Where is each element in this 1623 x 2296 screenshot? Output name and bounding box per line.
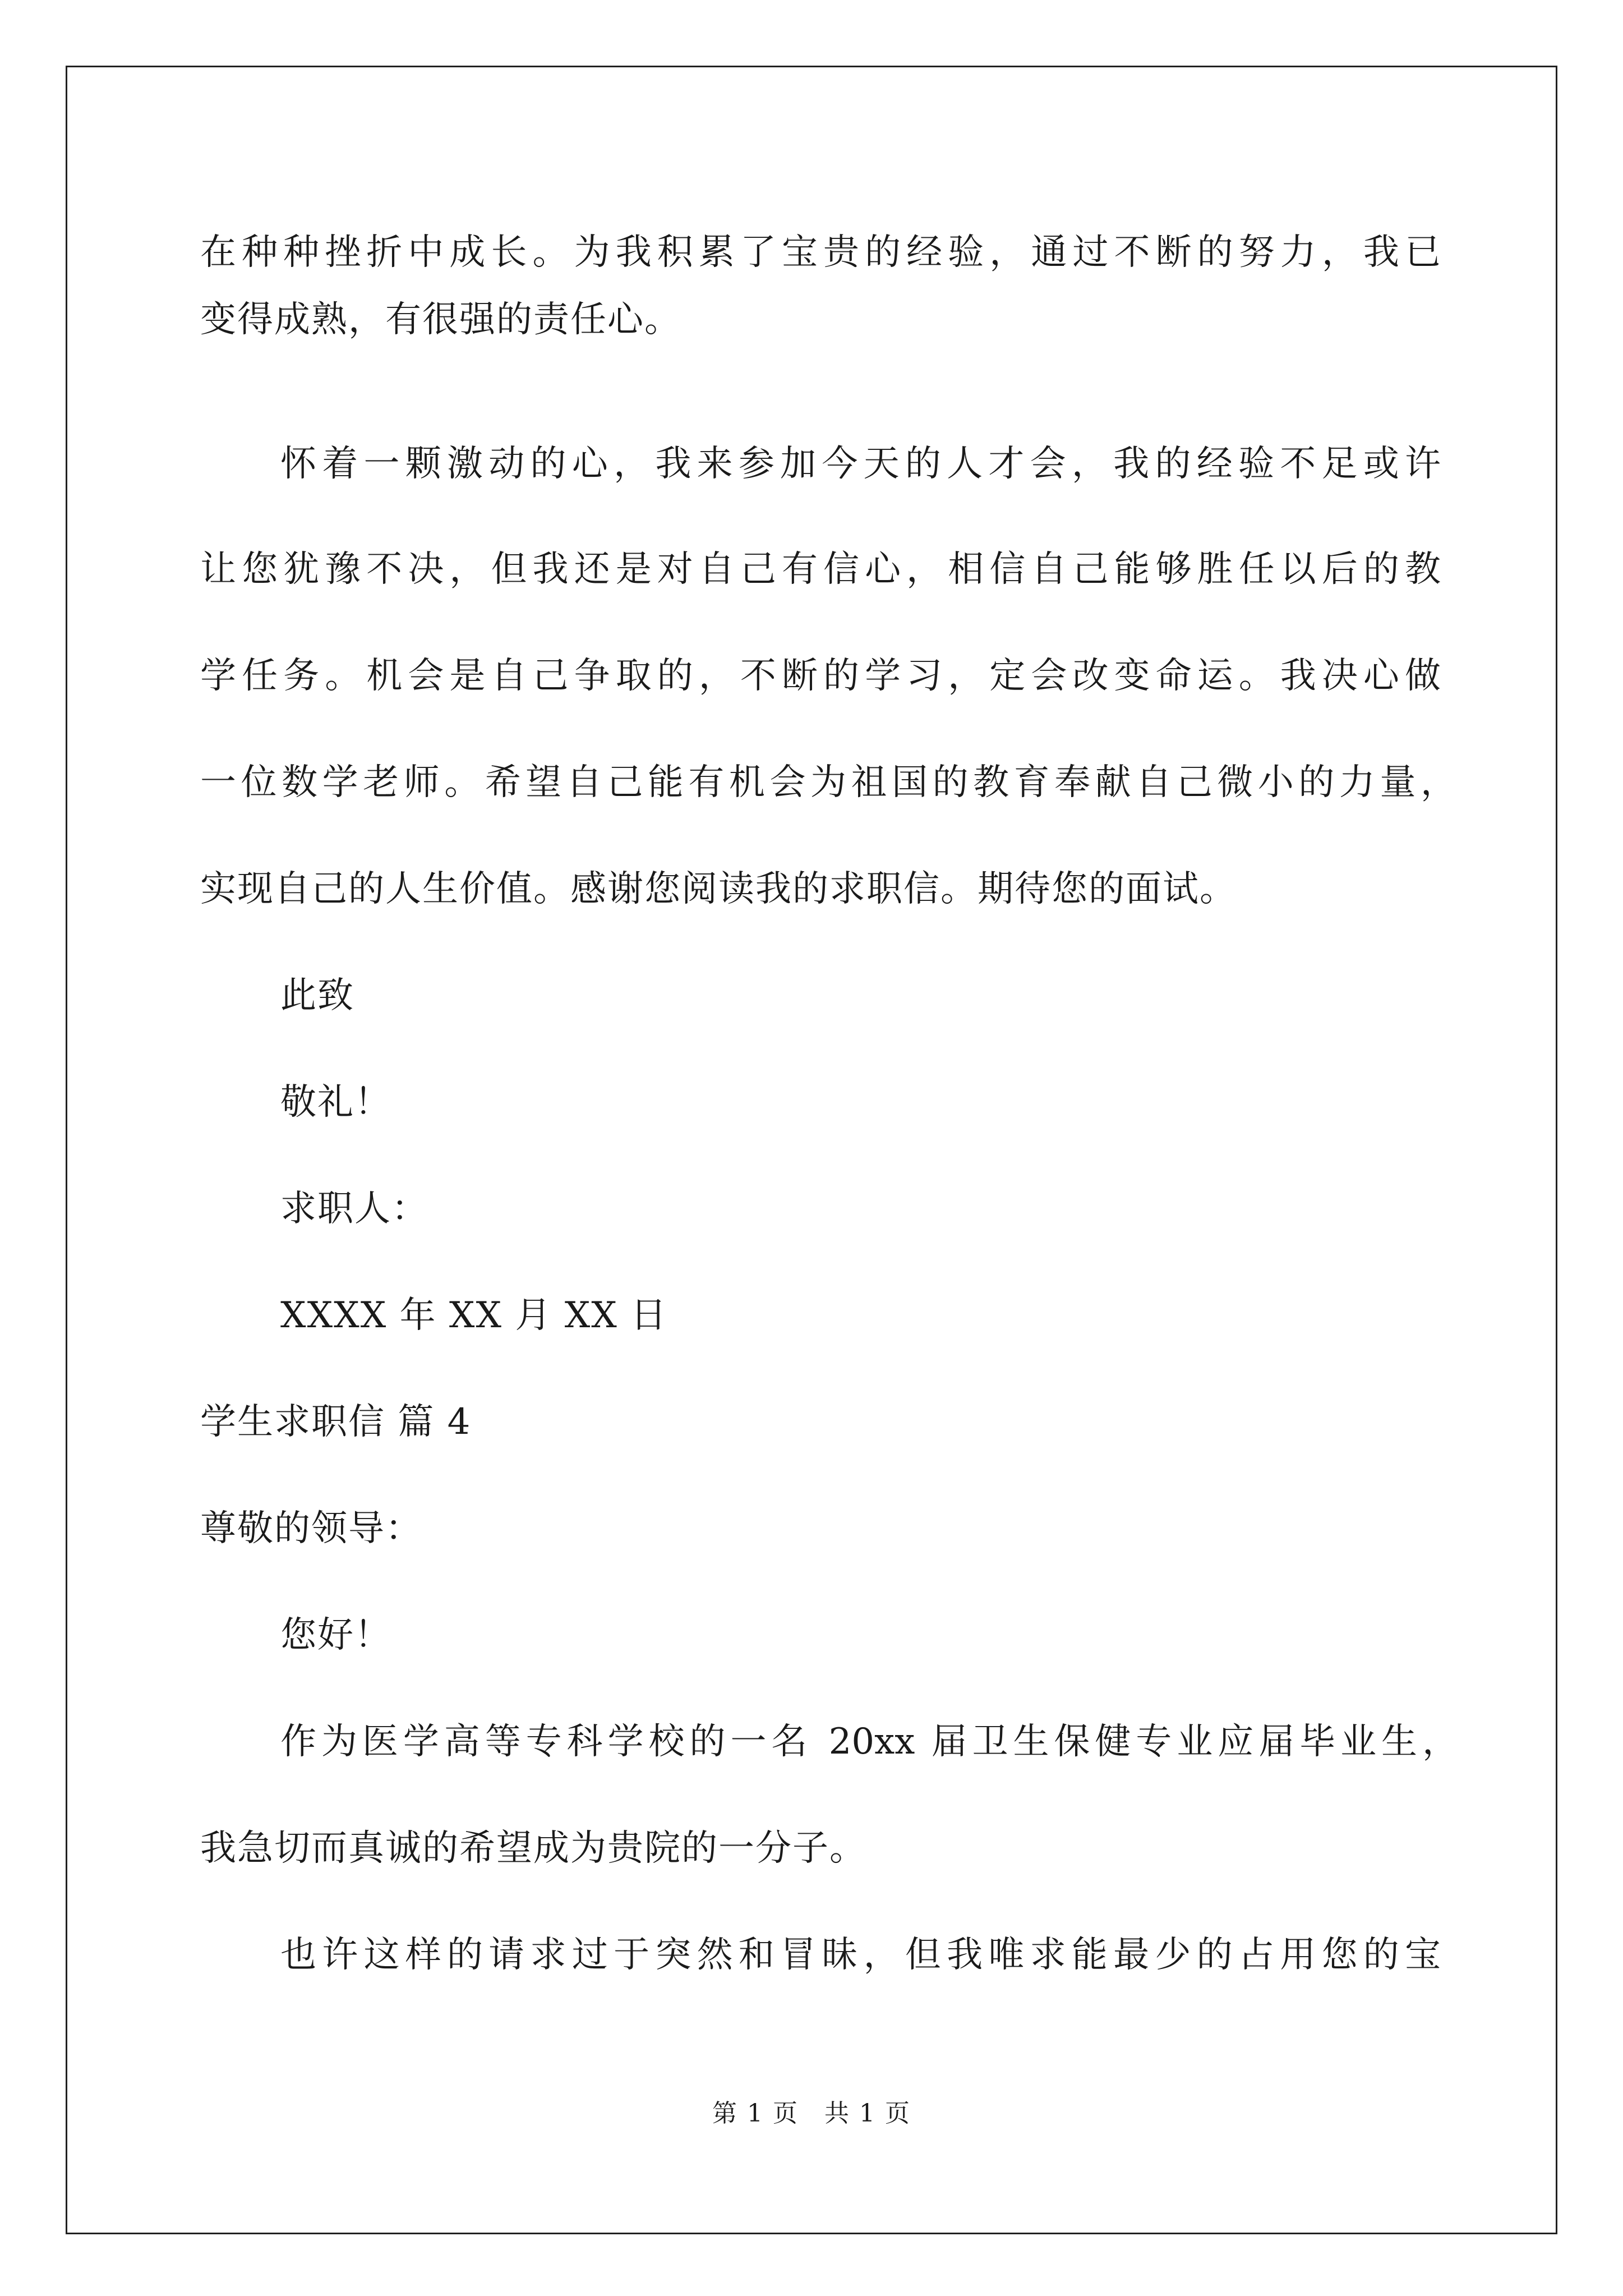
date-line: XXXX 年 XX 月 XX 日: [280, 1295, 668, 1336]
paragraph-line: 一位数学老师。希望自己能有机会为祖国的教育奉献自己微小的力量，: [200, 762, 1456, 803]
page-border: [66, 66, 1557, 2234]
paragraph-line: 作为医学高等专科学校的一名 20xx 届卫生保健专业应届毕业生，: [280, 1721, 1458, 1763]
paragraph-line: 让您犹豫不决，但我还是对自己有信心，相信自己能够胜任以后的教: [200, 549, 1441, 590]
paragraph-line: 变得成熟，有很强的责任心。: [200, 299, 681, 341]
paragraph-line: 在种种挫折中成长。为我积累了宝贵的经验，通过不断的努力，我已: [200, 232, 1441, 273]
closing-line: 此致: [280, 975, 354, 1016]
greeting-line: 尊敬的领导：: [200, 1508, 422, 1549]
page-footer: 第 1 页 共 1 页: [712, 2099, 911, 2128]
paragraph-line: 学任务。机会是自己争取的，不断的学习，定会改变命运。我决心做: [200, 655, 1441, 697]
paragraph-line: 实现自己的人生价值。感谢您阅读我的求职信。期待您的面试。: [200, 868, 1237, 910]
paragraph-line: 也许这样的请求过于突然和冒昧，但我唯求能最少的占用您的宝: [280, 1934, 1441, 1976]
section-heading: 学生求职信 篇 4: [200, 1401, 472, 1443]
signature-label: 求职人：: [280, 1188, 428, 1230]
salutation-line: 敬礼！: [280, 1082, 391, 1123]
paragraph-line: 怀着一颗激动的心，我来参加今天的人才会，我的经验不足或许: [280, 443, 1441, 485]
paragraph-line: 我急切而真诚的希望成为贵院的一分子。: [200, 1828, 866, 1869]
greeting-line: 您好！: [280, 1614, 391, 1656]
